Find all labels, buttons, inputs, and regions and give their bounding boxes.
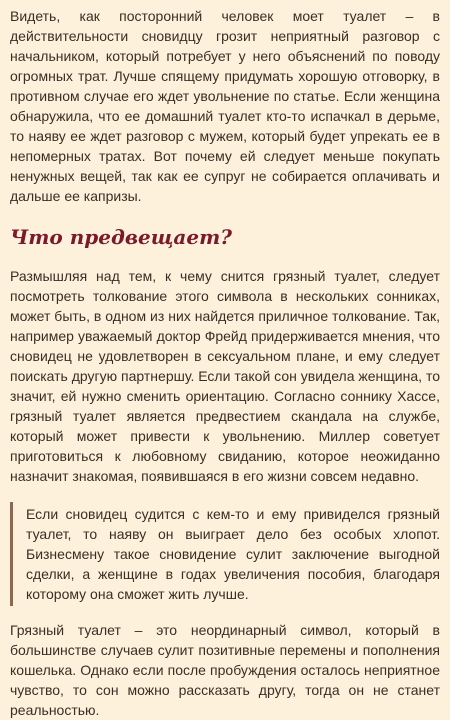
blockquote-text: Если сновидец судится с кем-то и ему привиделся грязный туалет, то наяву он выиграет дело без особых хлопот. Бизнесмену такое сновидение сулит заключение выгодной сделки, а женщине в годах увеличения пособия, благодаря которому она сможет жить лучше. (26, 506, 440, 602)
section-heading: Что предвещает? (10, 225, 232, 249)
article-paragraph-1: Видеть, как посторонний человек моет туалет – в действительности сновидцу грозит неприятный разговор с начальником, который потребует у него объяснений по поводу огромных трат. Лучше спящему придумать хорошую отговорку, в противном случае его ждет увольнение по статье. Если женщина обнаружила, что ее домашний туалет кто-то испачкал в дерьме, то наяву ее ждет разговор с мужем, который будет упрекать ее в непомерных тратах. Вот почему ей следует меньше покупать ненужных вещей, так как ее супруг не собирается оплачивать и дальше ее капризы. (10, 8, 440, 204)
blockquote (10, 502, 440, 606)
article-paragraph-3: Грязный туалет – это неординарный символ, который в большинстве случаев сулит позитивные перемены и пополнения кошелька. Однако если после пробуждения осталось неприятное чувство, то сон можно рассказать другу, тогда он не станет реальностью. (10, 622, 440, 718)
article-paragraph-2: Размышляя над тем, к чему снится грязный туалет, следует посмотреть толкование этого символа в нескольких сонниках, может быть, в одном из них найдется приличное толкование. Так, например уважаемый доктор Фрейд придерживается мнения, что сновидец не удовлетворен в сексуальном плане, и ему следует поискать другую партнершу. Если такой сон увидела женщина, то значит, ей нужно сменить ориентацию. Согласно соннику Хассе, грязный туалет является предвестием скандала на службе, который может привести к увольнению. Миллер советует приготовиться к любовному свиданию, которое неожиданно назначит знакомая, появившаяся в его жизни совсем недавно. (10, 268, 440, 484)
